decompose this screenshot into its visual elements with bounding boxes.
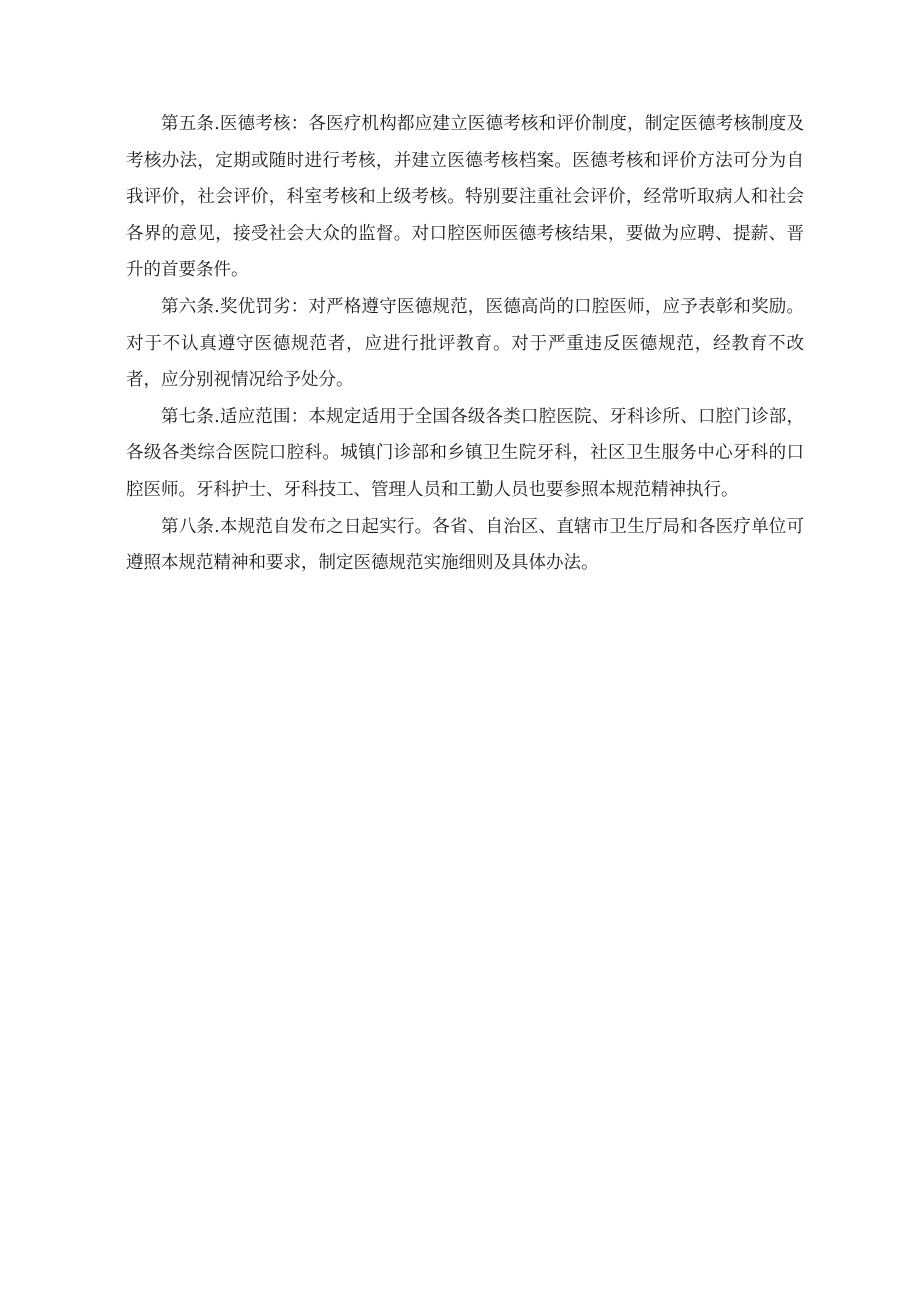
document-body (126, 106, 804, 582)
article-8-paragraph: 第八条.本规范自发布之日起实行。各省、自治区、直辖市卫生厅局和各医疗单位可遵照本规范精神和要求，制定医德规范实施细则及具体办法。 (126, 516, 804, 574)
article-5-paragraph: 第五条.医德考核：各医疗机构都应建立医德考核和评价制度，制定医德考核制度及考核办法，定期或随时进行考核，并建立医德考核档案。医德考核和评价方法可分为自我评价，社会评价，科室考核和上级考核。特别要注重社会评价，经常听取病人和社会各界的意见，接受社会大众的监督。对口腔医师医德考核结果，要做为应聘、提薪、晋升的首要条件。 (126, 114, 804, 281)
article-7-paragraph: 第七条.适应范围：本规定适用于全国各级各类口腔医院、牙科诊所、口腔门诊部，各级各类综合医院口腔科。城镇门诊部和乡镇卫生院牙科，社区卫生服务中心牙科的口腔医师。牙科护士、牙科技工、管理人员和工勤人员也要参照本规范精神执行。 (126, 406, 804, 500)
article-6-paragraph: 第六条.奖优罚劣：对严格遵守医德规范，医德高尚的口腔医师，应予表彰和奖励。对于不认真遵守医德规范者，应进行批评教育。对于严重违反医德规范，经教育不改者，应分别视情况给予处分。 (126, 296, 804, 391)
